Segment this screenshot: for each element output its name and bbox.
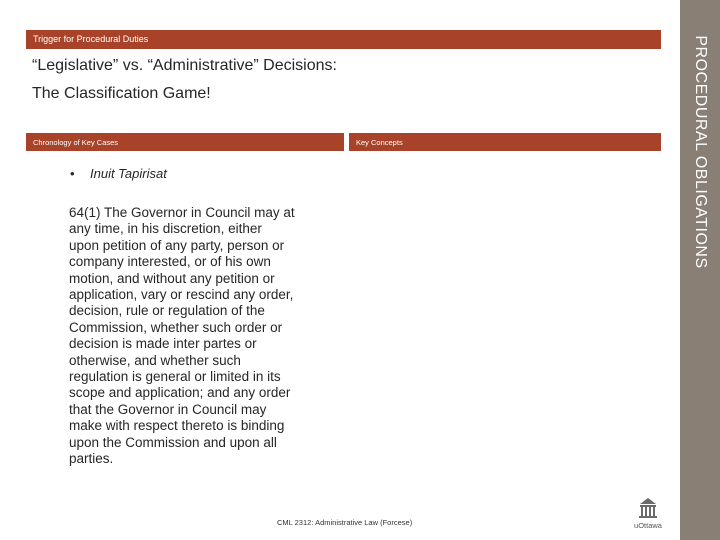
slide-title-line-1: “Legislative” vs. “Administrative” Decisions: bbox=[32, 57, 337, 74]
building-icon bbox=[626, 496, 670, 522]
chronology-label: Chronology of Key Cases bbox=[33, 138, 119, 147]
logo-text: uOttawa bbox=[634, 521, 662, 530]
footer-course: CML 2312: Administrative Law (Forcese) bbox=[277, 518, 413, 527]
bullet-icon: • bbox=[70, 166, 75, 181]
slide-title bbox=[32, 52, 632, 108]
section-label: Trigger for Procedural Duties bbox=[33, 34, 149, 44]
university-logo bbox=[626, 496, 670, 530]
key-concepts-header-bar bbox=[349, 133, 661, 151]
case-bullet bbox=[70, 166, 167, 181]
slide-title-line-2: The Classification Game! bbox=[32, 85, 211, 102]
section-header-bar bbox=[26, 30, 661, 49]
chronology-header-bar bbox=[26, 133, 344, 151]
key-concepts-label: Key Concepts bbox=[356, 138, 403, 147]
vertical-title: PROCEDURAL OBLIGATIONS bbox=[692, 35, 709, 269]
statute-quote: 64(1) The Governor in Council may at any time, in his discretion, either upon petition of any party, person or company interested, or of his own motion, and without any petition or application, vary or rescind any order, decision, rule or regulation of the Commission, whether such order or decision is made inter partes or otherwise, and whether such regulation is general or limited in its scope and application; and any order that the Governor in Council may make with respect thereto is binding upon the Commission and upon all parties. bbox=[69, 205, 295, 467]
case-name: Inuit Tapirisat bbox=[90, 166, 167, 181]
